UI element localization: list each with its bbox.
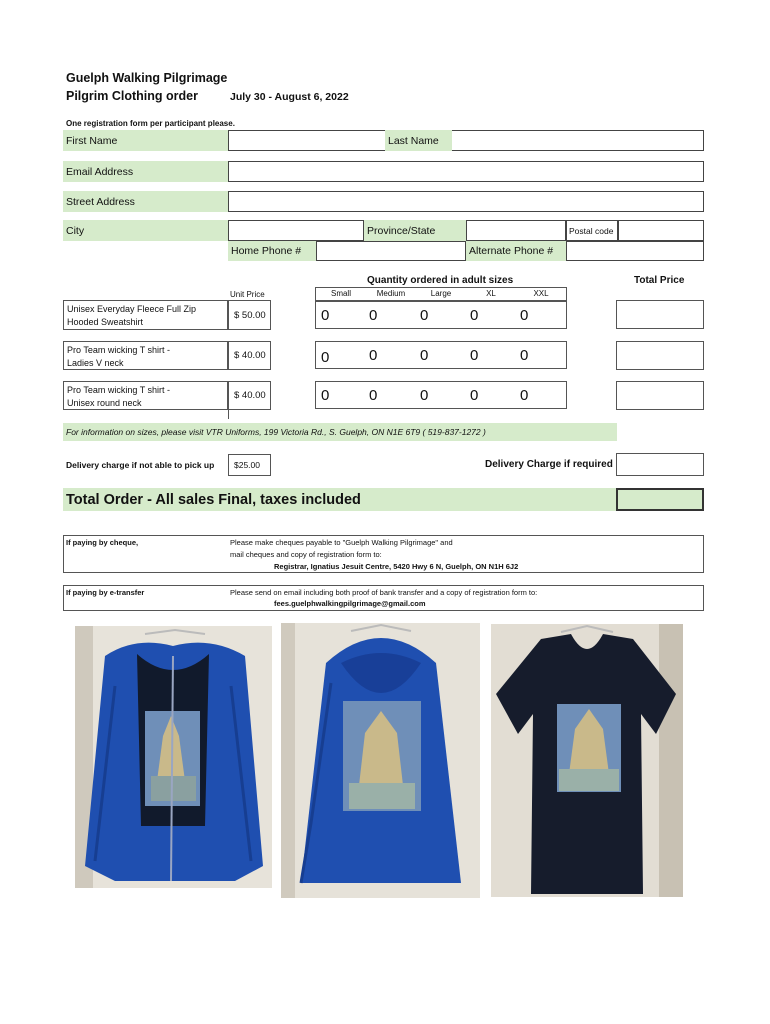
- total-price-header: Total Price: [634, 275, 685, 286]
- total-price-field[interactable]: [616, 341, 704, 370]
- street-label: Street Address: [63, 191, 228, 212]
- form-title: Guelph Walking Pilgrimage: [66, 71, 228, 85]
- hoodie-back-image: [281, 623, 480, 898]
- delivery-label: Delivery charge if not able to pick up: [66, 460, 215, 470]
- qty-xxl[interactable]: 0: [520, 347, 529, 364]
- qty-small[interactable]: 0: [321, 387, 330, 404]
- total-price-field[interactable]: [616, 300, 704, 329]
- delivery-required-label: Delivery Charge if required: [485, 459, 613, 470]
- city-field[interactable]: [228, 220, 364, 241]
- product-line1: Pro Team wicking T shirt -: [67, 345, 171, 355]
- product-line2: Ladies V neck: [67, 358, 124, 368]
- qty-row: [315, 301, 567, 329]
- delivery-charge-field[interactable]: [616, 453, 704, 476]
- alt-phone-label: Alternate Phone #: [466, 241, 566, 261]
- postal-field[interactable]: [618, 220, 704, 241]
- product-vneck: [63, 341, 228, 370]
- name-input-row[interactable]: [228, 130, 704, 151]
- form-subtitle: Pilgrim Clothing order: [66, 89, 198, 103]
- hoodie-front-photo: [75, 626, 272, 888]
- qty-large[interactable]: 0: [420, 387, 429, 404]
- etransfer-section: [63, 585, 704, 611]
- cheque-line1: Please make cheques payable to "Guelph Walking Pilgrimage" and: [230, 538, 453, 547]
- qty-medium[interactable]: 0: [369, 307, 378, 324]
- qty-row: [315, 381, 567, 409]
- unit-price-header: Unit Price: [230, 290, 265, 299]
- registration-note: One registration form per participant please.: [66, 119, 235, 128]
- qty-row: [315, 341, 567, 369]
- qty-xl[interactable]: 0: [470, 307, 479, 324]
- size-large: Large: [430, 289, 452, 298]
- qty-large[interactable]: 0: [420, 307, 429, 324]
- size-xxl: XXL: [533, 289, 549, 298]
- divider: [228, 410, 229, 419]
- home-phone-field[interactable]: [316, 241, 466, 261]
- etransfer-line1: Please send on email including both proof of bank transfer and a copy of registration form to:: [230, 588, 538, 597]
- product-roundneck: [63, 381, 228, 410]
- hoodie-back-photo: [281, 623, 480, 898]
- qty-small[interactable]: 0: [321, 307, 330, 324]
- qty-small[interactable]: 0: [321, 349, 330, 366]
- cheque-section: [63, 535, 704, 573]
- total-price-field[interactable]: [616, 381, 704, 410]
- size-xl: XL: [486, 289, 496, 298]
- size-medium: Medium: [376, 289, 406, 298]
- etransfer-email[interactable]: fees.guelphwalkingpilgrimage@gmail.com: [274, 599, 426, 608]
- province-field[interactable]: [466, 220, 566, 241]
- qty-medium[interactable]: 0: [369, 387, 378, 404]
- total-order-field[interactable]: [616, 488, 704, 511]
- size-info-bar: For information on sizes, please visit VTR Uniforms, 199 Victoria Rd., S. Guelph, ON N1E 6T9 ( 519-837-1272 ): [63, 423, 617, 441]
- province-label: Province/State: [364, 220, 466, 241]
- total-order-label: Total Order - All sales Final, taxes included: [63, 488, 616, 511]
- city-label: City: [63, 220, 228, 241]
- email-label: Email Address: [63, 161, 228, 182]
- size-header-row: [315, 287, 567, 301]
- product-line1: Unisex Everyday Fleece Full Zip: [67, 304, 197, 314]
- tshirt-image: [491, 624, 683, 897]
- cheque-address: Registrar, Ignatius Jesuit Centre, 5420 Hwy 6 N, Guelph, ON N1H 6J2: [274, 562, 519, 571]
- qty-xxl[interactable]: 0: [520, 307, 529, 324]
- unit-price: $ 40.00: [228, 381, 271, 410]
- qty-xl[interactable]: 0: [470, 347, 479, 364]
- cheque-line2: mail cheques and copy of registration form to:: [230, 550, 382, 559]
- home-phone-label: Home Phone #: [228, 241, 316, 261]
- delivery-amount: $25.00: [228, 454, 271, 476]
- product-line2: Hooded Sweatshirt: [67, 317, 144, 327]
- event-dates: July 30 - August 6, 2022: [230, 91, 349, 103]
- product-line1: Pro Team wicking T shirt -: [67, 385, 171, 395]
- etransfer-label: If paying by e-transfer: [66, 588, 145, 597]
- first-name-label: First Name: [63, 130, 228, 151]
- qty-medium[interactable]: 0: [369, 347, 378, 364]
- alt-phone-field[interactable]: [566, 241, 704, 261]
- unit-price: $ 40.00: [228, 341, 271, 370]
- last-name-label: Last Name: [385, 130, 452, 151]
- email-field[interactable]: [228, 161, 704, 182]
- postal-label: Postal code: [566, 220, 618, 241]
- cheque-label: If paying by cheque,: [66, 538, 139, 547]
- size-small: Small: [330, 289, 351, 298]
- qty-xl[interactable]: 0: [470, 387, 479, 404]
- hoodie-front-image: [75, 626, 272, 888]
- qty-large[interactable]: 0: [420, 347, 429, 364]
- qty-header: Quantity ordered in adult sizes: [367, 275, 514, 286]
- qty-xxl[interactable]: 0: [520, 387, 529, 404]
- product-line2: Unisex round neck: [67, 398, 142, 408]
- street-field[interactable]: [228, 191, 704, 212]
- unit-price: $ 50.00: [228, 300, 271, 330]
- product-hoodie: [63, 300, 228, 330]
- tshirt-photo: [491, 624, 683, 897]
